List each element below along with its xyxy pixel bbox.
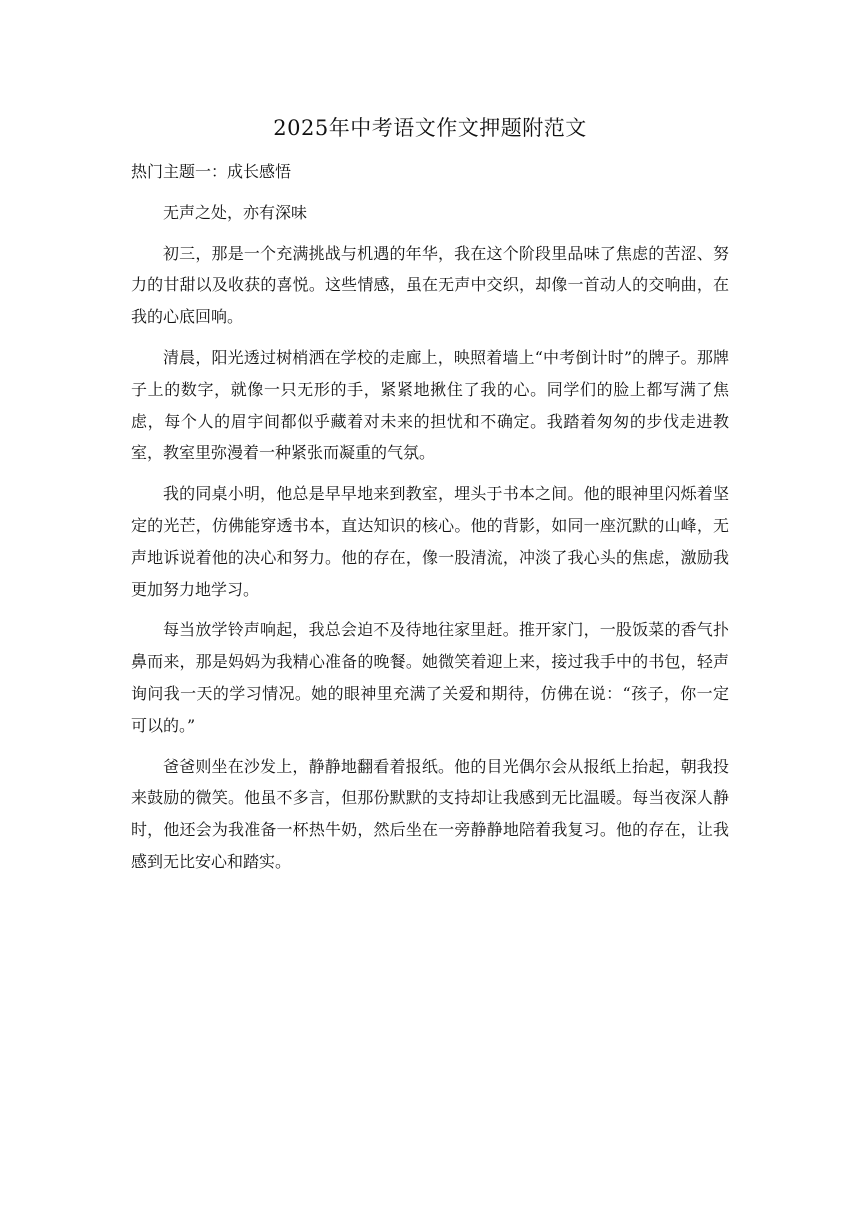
document-title: 2025年中考语文作文押题附范文 bbox=[273, 116, 587, 140]
essay-paragraph-1: 初三，那是一个充满挑战与机遇的年华，我在这个阶段里品味了焦虑的苦涩、努力的甘甜以及收获的喜悦。这些情感，虽在无声中交织，却像一首动人的交响曲，在我的心底回响。 bbox=[131, 243, 729, 327]
essay-paragraph-5: 爸爸则坐在沙发上，静静地翻看着报纸。他的目光偶尔会从报纸上抬起，朝我投来鼓励的微笑。他虽不多言，但那份默默的支持却让我感到无比温暖。每当夜深人静时，他还会为我准备一杯热牛奶，然后坐在一旁静静地陪着我复习。他的存在，让我感到无比安心和踏实。 bbox=[131, 756, 729, 871]
document-body bbox=[131, 156, 729, 887]
section-heading: 热门主题一：成长感悟 bbox=[131, 162, 292, 181]
essay-paragraph-2: 清晨，阳光透过树梢洒在学校的走廊上，映照着墙上“中考倒计时”的牌子。那牌子上的数字，就像一只无形的手，紧紧地揪住了我的心。同学们的脸上都写满了焦虑，每个人的眉宇间都似乎藏着对未来的担忧和不确定。我踏着匆匆的步伐走进教室，教室里弥漫着一种紧张而凝重的气氛。 bbox=[131, 347, 729, 463]
essay-paragraph-4: 每当放学铃声响起，我总会迫不及待地往家里赶。推开家门，一股饭菜的香气扑鼻而来，那是妈妈为我精心准备的晚餐。她微笑着迎上来，接过我手中的书包，轻声询问我一天的学习情况。她的眼神里充满了关爱和期待，仿佛在说：“孩子，你一定可以的。” bbox=[131, 620, 729, 735]
essay-paragraph-3: 我的同桌小明，他总是早早地来到教室，埋头于书本之间。他的眼神里闪烁着坚定的光芒，仿佛能穿透书本，直达知识的核心。他的背影，如同一座沉默的山峰，无声地诉说着他的决心和努力。他的存在，像一股清流，冲淡了我心头的焦虑，激励我更加努力地学习。 bbox=[131, 484, 729, 599]
essay-title: 无声之处，亦有深味 bbox=[163, 202, 308, 222]
